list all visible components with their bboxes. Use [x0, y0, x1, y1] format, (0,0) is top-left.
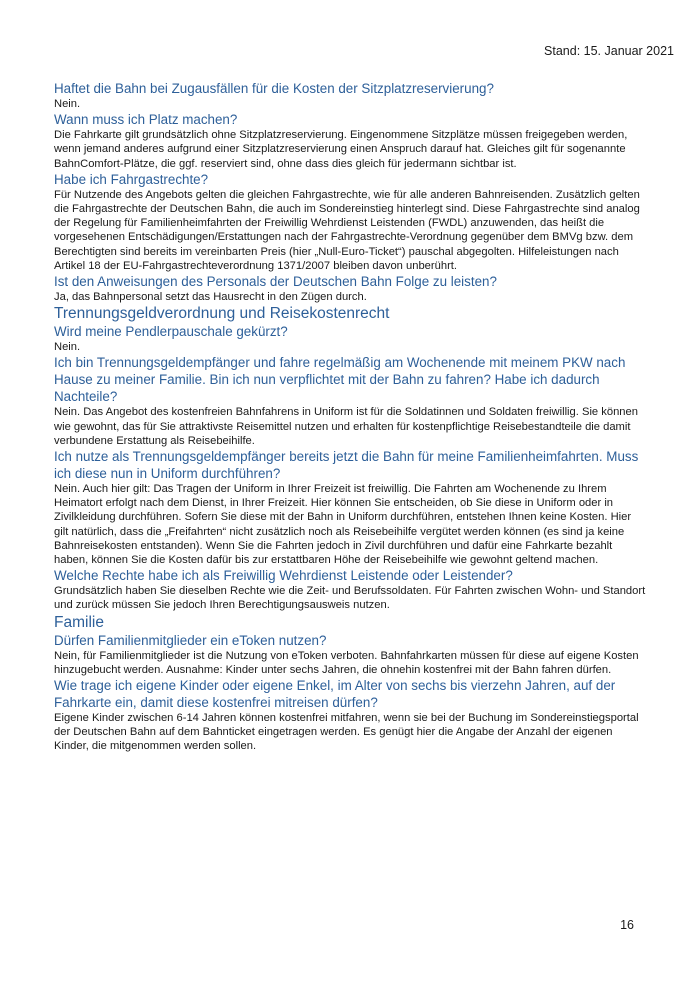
faq-answer: Nein. — [54, 341, 81, 354]
section-heading: Familie — [54, 613, 104, 631]
faq-content — [54, 80, 648, 754]
faq-question: Ich bin Trennungsgeldempfänger und fahre regelmäßig am Wochenende mit meinem PKW nach Hause zu meiner Familie. Bin ich nun verpflichtet mit der Bahn zu fahren? Habe ich dadurch Nachteile? — [54, 355, 626, 405]
faq-question: Dürfen Familienmitglieder ein eToken nutzen? — [54, 632, 327, 648]
faq-answer: Nein, für Familienmitglieder ist die Nutzung von eToken verboten. Bahnfahrkarten müssen für diese auf eigene Kosten hinzugebucht werden. Ausnahme: Kinder unter sechs Jahren, die ohnehin kostenfrei mit der Bahn fahren dürfen. — [54, 649, 639, 676]
faq-question: Welche Rechte habe ich als Freiwillig Wehrdienst Leistende oder Leistender? — [54, 568, 513, 584]
faq-answer: Für Nutzende des Angebots gelten die gleichen Fahrgastrechte, wie für alle anderen Bahnreisenden. Zusätzlich gelten die Fahrgastrechte der Deutschen Bahn, die auch im Sondereinstieg hinterlegt sind. Diese Fahrgastrechte sind analog der Regelung für Familienheimfahrten der Freiwillig Wehrdienst Leistenden (FWDL) anzuwenden, das heißt die vorgesehenen Entschädigungen/Erstattungen nach der Fahrgastrechte-Verordnung gegenüber dem BMVg bzw. dem Berechtigten sind bereits im vereinbarten Preis (hier „Null-Euro-Ticket“) pauschal abgegolten. Hilfeleistungen nach Artikel 18 der EU-Fahrgastrechteverordnung 1371/2007 bleiben davon unberührt. — [54, 188, 640, 272]
faq-question: Ist den Anweisungen des Personals der Deutschen Bahn Folge zu leisten? — [54, 274, 497, 290]
faq-answer: Nein. — [54, 98, 81, 110]
faq-question: Habe ich Fahrgastrechte? — [54, 171, 209, 187]
faq-answer: Ja, das Bahnpersonal setzt das Hausrecht in den Zügen durch. — [54, 291, 367, 304]
faq-answer: Eigene Kinder zwischen 6-14 Jahren können kostenfrei mitfahren, wenn sie bei der Buchung im Sondereinstiegsportal der Deutschen Bahn auf dem Bahnticket eingetragen werden. Es genügt hier die Angabe der Anzahl der eigenen Kinder, die mitgenommen werden sollen. — [54, 712, 639, 753]
faq-answer: Grundsätzlich haben Sie dieselben Rechte wie die Zeit- und Berufssoldaten. Für Fahrten zwischen Wohn- und Standort und zurück müssen Sie jedoch Ihren Berechtigungsausweis nutzen. — [54, 585, 646, 612]
faq-answer: Die Fahrkarte gilt grundsätzlich ohne Sitzplatzreservierung. Eingenommene Sitzplätze müssen freigegeben werden, wenn jemand anderes aufgrund einer Sitzplatzreservierung einen Anspruch darauf hat. Gleiches gilt für sogenannte BahnComfort-Plätze, die ggf. reserviert sind, ohne dass dies gleich für jedermann sichtbar ist. — [54, 129, 628, 170]
faq-question: Ich nutze als Trennungsgeldempfänger bereits jetzt die Bahn für meine Familienheimfahrten. Muss ich diese nun in Uniform durchführen? — [54, 449, 639, 482]
faq-question: Haftet die Bahn bei Zugausfällen für die Kosten der Sitzplatzreservierung? — [54, 81, 494, 96]
faq-question: Wie trage ich eigene Kinder oder eigene Enkel, im Alter von sechs bis vierzehn Jahren, auf der Fahrkarte ein, damit diese kostenfrei mitreisen dürfen? — [54, 678, 616, 711]
faq-question: Wird meine Pendlerpauschale gekürzt? — [54, 324, 288, 340]
section-heading: Trennungsgeldverordnung und Reisekostenrecht — [54, 305, 390, 323]
faq-answer: Nein. Auch hier gilt: Das Tragen der Uniform in Ihrer Freizeit ist freiwillig. Die Fahrten am Wochenende zu Ihrem Heimatort erfolgt nach dem Dienst, in Ihrer Freizeit. Hier können Sie entscheiden, ob Sie diese in Uniform oder in Zivilkleidung durchführen. Sofern Sie diese mit der Bahn in Uniform durchführen, entstehen Ihnen keine Kosten. Hier gilt natürlich, dass die „Freifahrten“ nicht zusätzlich noch als Reisebeihilfe vergütet werden können (es sind ja keine Bahnreisekosten entstanden). Wenn Sie die Fahrten jedoch in Zivil durchführen und dafür eine Fahrkarte bezahlt haben, können Sie die Kosten dafür bis zur erstattbaren Höhe der Reisebeihilfe wie gewohnt geltend machen. — [54, 483, 632, 567]
faq-question: Wann muss ich Platz machen? — [54, 112, 238, 128]
faq-answer: Nein. Das Angebot des kostenfreien Bahnfahrens in Uniform ist für die Soldatinnen und Soldaten freiwillig. Sie können wie gewohnt, das für Sie attraktivste Reisemittel nutzen und erhalten für kostenpflichtige Reisebestandteile die damit verbundene Erstattung als Reisebeihilfe. — [54, 406, 638, 447]
page-number: 16 — [620, 918, 634, 932]
date-stamp: Stand: 15. Januar 2021 — [544, 44, 674, 58]
